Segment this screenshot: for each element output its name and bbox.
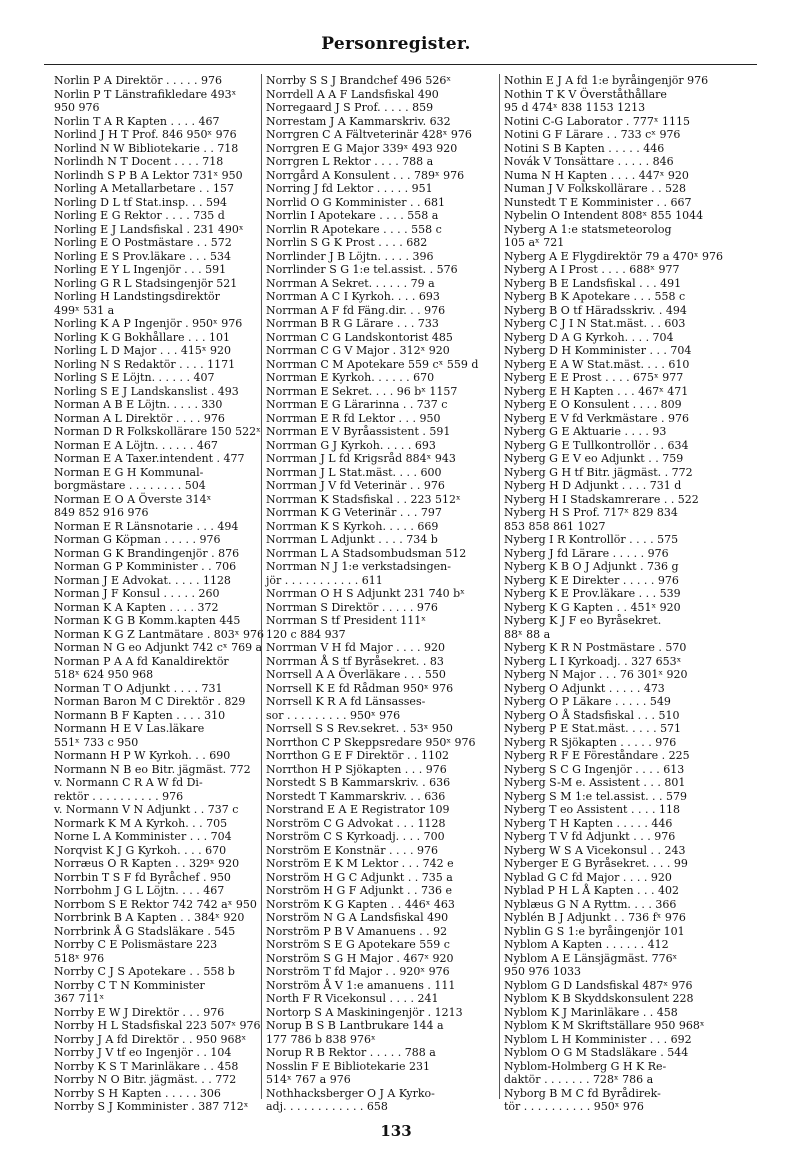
register-entry: Norqvist K J G Kyrkoh. . . . 670 <box>54 843 227 857</box>
register-entry: Nybelin O Intendent 808ˣ 855 1044 <box>504 209 704 222</box>
register-entry: Norrby S S J Brandchef 496 526ˣ <box>266 74 451 87</box>
register-entry: Norrman J L fd Krigsråd 884ˣ 943 <box>266 452 456 465</box>
register-entry: Nyberg B K Apotekare . . . 558 c <box>504 290 686 303</box>
register-entry: Norling E Y L Ingenjör . . . 591 <box>54 263 227 276</box>
register-entry: Norlin P T Länstrafikledare 493ˣ <box>54 87 237 101</box>
register-entry: Nyblom A E Länsjägmäst. 776ˣ <box>504 951 678 965</box>
register-entry: Nyberg T eo Assistent . . . . 118 <box>504 803 680 816</box>
register-entry: Norrestam J A Kammarskriv. 632 <box>266 114 451 128</box>
register-entry: Nyberg I R Kontrollör . . . . 575 <box>504 533 679 546</box>
register-entry: Norlind N W Bibliotekarie . . 718 <box>54 141 239 155</box>
register-entry: Norling S E J Landskanslist . 493 <box>54 384 239 398</box>
register-entry: Norrman K S Kyrkoh. . . . . 669 <box>266 519 439 533</box>
register-entry: Norrman L A Stadsombudsman 512 <box>266 546 467 560</box>
register-entry: Notini G F Lärare . . 733 cˣ 976 <box>504 128 681 141</box>
register-entry: Norrby S H Kapten . . . . . 306 <box>54 1086 221 1100</box>
register-entry: Nyberger E G Byråsekret. . . . 99 <box>504 857 688 870</box>
register-entry: Nyblad P H L Å Kapten . . . 402 <box>504 884 680 897</box>
register-entry: Norlindh S P B A Lektor 731ˣ 950 <box>54 168 243 182</box>
register-entry: Norrbohm J G L Löjtn. . . . 467 <box>54 884 225 897</box>
register-entry: Norrman V H fd Major . . . . 920 <box>266 641 446 654</box>
register-entry: Norman D R Folkskollärare 150 522ˣ <box>54 425 261 438</box>
register-entry: Nyborg B M C fd Byrådirek- <box>504 1086 661 1100</box>
register-entry: Nyberg E H Kapten . . . 467ˣ 471 <box>504 384 689 398</box>
register-entry: Norrbin T S F fd Byråchef . 950 <box>54 870 231 884</box>
register-entry: 95 d 474ˣ 838 1153 1213 <box>504 101 646 114</box>
register-entry: Nyberg K G Kapten . . 451ˣ 920 <box>504 600 681 614</box>
register-entry: Norström Å V 1:e amanuens . 111 <box>266 978 456 992</box>
register-entry: Norman G P Komminister . . 706 <box>54 560 237 573</box>
register-entry: Nyblæus G N A Ryttm. . . . 366 <box>504 897 677 911</box>
register-entry: Nyberg N Major . . . 76 301ˣ 920 <box>504 668 688 681</box>
register-entry: Norling S E Löjtn. . . . . . 407 <box>54 371 215 384</box>
register-entry: Norrlin S G K Prost . . . . 682 <box>266 236 428 249</box>
register-entry: Norrlid O G Komminister . . 681 <box>266 195 445 209</box>
register-entry: Nyblom O G M Stadsläkare . 544 <box>504 1046 689 1059</box>
register-entry: Norman T O Adjunkt . . . . 731 <box>54 681 223 695</box>
register-entry: Numa N H Kapten . . . . 447ˣ 920 <box>504 168 689 182</box>
register-entry: Norrby J V tf eo Ingenjör . . 104 <box>54 1046 232 1059</box>
register-entry: Norrlin I Apotekare . . . . 558 a <box>266 209 439 222</box>
register-entry: 514ˣ 767 a 976 <box>266 1073 351 1086</box>
register-entry: Norrman K Stadsfiskal . . 223 512ˣ <box>266 492 461 506</box>
register-entry: Norström E K M Lektor . . . 742 e <box>266 857 454 870</box>
register-entry: Norrby C J S Apotekare . . 558 b <box>54 965 235 978</box>
register-entry: Nyblom-Holmberg G H K Re- <box>504 1059 667 1073</box>
register-entry: Nyberg S C G Ingenjör . . . . 613 <box>504 762 685 776</box>
register-entry: Norström S G H Major . 467ˣ 920 <box>266 951 454 965</box>
register-entry: Norling L D Major . . . 415ˣ 920 <box>54 344 232 357</box>
register-entry: Norrman J V fd Veterinär . . 976 <box>266 479 445 492</box>
register-entry: Nyberg K J F eo Byråsekret. <box>504 614 662 627</box>
register-entry: Novák V Tonsättare . . . . . 846 <box>504 155 674 168</box>
register-entry: Norrby S J Komminister . 387 712ˣ <box>54 1100 249 1113</box>
register-entry: Norström C G Advokat . . . 1128 <box>266 816 446 830</box>
register-entry: 551ˣ 733 c 950 <box>54 735 139 749</box>
register-entry: borgmästare . . . . . . . . 504 <box>54 479 206 492</box>
register-entry: Nyberg K R N Postmästare . 570 <box>504 641 687 654</box>
register-entry: Nyberg G E V eo Adjunkt . . 759 <box>504 452 684 465</box>
register-entry: Norrbrink Å G Stadsläkare . 545 <box>54 924 236 938</box>
register-entry: Nyberg W S A Vicekonsul . . 243 <box>504 843 686 857</box>
register-entry: Norling N S Redaktör . . . . 1171 <box>54 357 236 371</box>
register-entry: Norström E Konstnär . . . . 976 <box>266 843 438 857</box>
register-entry: Norström S E G Apotekare 559 c <box>266 938 450 951</box>
register-entry: Nyberg K E Prov.läkare . . . 539 <box>504 587 681 600</box>
register-entry: Norrgren C A Fältveterinär 428ˣ 976 <box>266 128 472 141</box>
register-entry: adj. . . . . . . . . . . . 658 <box>266 1100 388 1113</box>
register-entry: Norrby K S T Marinläkare . . 458 <box>54 1059 239 1073</box>
register-entry: Norup B S B Lantbrukare 144 a <box>266 1019 444 1032</box>
register-entry: Norrman C M Apotekare 559 cˣ 559 d <box>266 357 479 371</box>
register-entry: Norrlinder J B Löjtn. . . . . 396 <box>266 249 434 263</box>
register-entry: Nyblom K M Skriftställare 950 968ˣ <box>504 1019 705 1032</box>
register-entry: Norrman G J Kyrkoh. . . . . 693 <box>266 438 436 452</box>
register-entry: Norling A Metallarbetare . . 157 <box>54 182 234 195</box>
register-entry: Norring J fd Lektor . . . . . 951 <box>266 182 433 195</box>
register-entry: Norström T fd Major . . 920ˣ 976 <box>266 965 450 978</box>
register-entry: Nyberg B E Landsfiskal . . . 491 <box>504 276 682 290</box>
register-entry: Norstedt T Kammarskriv. . . 636 <box>266 789 446 803</box>
register-entry: Norlin P A Direktör . . . . . 976 <box>54 74 222 87</box>
register-entry: Normann H P W Kyrkoh. . . 690 <box>54 749 231 762</box>
register-entry: Nyberg G E Aktuarie . . . . 93 <box>504 425 667 438</box>
register-entry: Norman K G B Komm.kapten 445 <box>54 614 241 627</box>
register-entry: Norrthon C P Skeppsredare 950ˣ 976 <box>266 735 476 749</box>
register-entry: Numan J V Folkskollärare . . 528 <box>504 182 687 195</box>
register-entry: 499ˣ 531 a <box>54 303 115 317</box>
register-entry: Nyblom L H Komminister . . . 692 <box>504 1032 692 1046</box>
register-entry: Norrby N O Bitr. jägmäst. . . 772 <box>54 1073 237 1086</box>
register-entry: Nyberg H I Stadskamrerare . . 522 <box>504 492 699 506</box>
register-entry: Norman G K Brandingenjör . 876 <box>54 546 240 560</box>
register-entry: Norman K G Z Lantmätare . 803ˣ 976 <box>54 627 264 641</box>
register-entry: Norman E O A Överste 314ˣ <box>54 492 212 506</box>
register-entry: 518ˣ 976 <box>54 951 105 965</box>
register-entry: Norrman A C I Kyrkoh. . . . 693 <box>266 290 440 303</box>
register-entry: Nyberg D H Komminister . . . 704 <box>504 344 692 357</box>
register-entry: Norman P A A fd Kanaldirektör <box>54 654 229 668</box>
register-entry: Norlin T A R Kapten . . . . 467 <box>54 114 220 128</box>
register-entry: Norström K G Kapten . . 446ˣ 463 <box>266 897 455 911</box>
register-entry: Nyberg K E Direkter . . . . . 976 <box>504 573 679 587</box>
register-entry: Norne L A Komminister . . . 704 <box>54 830 232 843</box>
register-entry: Norrman E R fd Lektor . . . 950 <box>266 411 441 425</box>
register-entry: Norman J E Advokat. . . . . 1128 <box>54 573 231 587</box>
register-entry: Norrthon H P Sjökapten . . . 976 <box>266 762 447 776</box>
register-entry: Norrby C T N Komminister <box>54 978 205 992</box>
column-3 <box>504 74 757 1113</box>
register-entry: Nyblom A Kapten . . . . . . 412 <box>504 938 669 951</box>
register-entry: Norman E A Taxer.intendent . 477 <box>54 452 245 465</box>
register-entry: Normann B F Kapten . . . . 310 <box>54 708 226 722</box>
register-entry: rektör . . . . . . . . . . 976 <box>54 789 184 803</box>
register-entry: Nyberg L I Kyrkoadj. . 327 653ˣ <box>504 654 682 668</box>
register-entry: Nyberg O Å Stadsfiskal . . . 510 <box>504 708 680 722</box>
register-entry: Norrman J L Stat.mäst. . . . 600 <box>266 465 442 479</box>
register-entry: Nyberg D A G Kyrkoh. . . . 704 <box>504 330 674 344</box>
register-entry: Norling E G Rektor . . . . 735 d <box>54 209 225 222</box>
register-entry: Norrsell A A Överläkare . . . 550 <box>266 668 446 681</box>
register-entry: Nyberg E A W Stat.mäst. . . . 610 <box>504 357 690 371</box>
register-entry: 367 711ˣ <box>54 992 105 1005</box>
register-entry: Nyblad G C fd Major . . . . 920 <box>504 870 672 884</box>
column-2 <box>266 74 496 1113</box>
register-entry: Norling E J Landsfiskal . 231 490ˣ <box>54 222 244 236</box>
register-entry: Nyblom G D Landsfiskal 487ˣ 976 <box>504 978 693 992</box>
register-entry: Nyberg E E Prost . . . . 675ˣ 977 <box>504 371 684 384</box>
register-entry: Nyberg T H Kapten . . . . . 446 <box>504 816 673 830</box>
register-entry: Norrman O H S Adjunkt 231 740 bˣ <box>266 587 465 600</box>
register-entry: Norrgren E G Major 339ˣ 493 920 <box>266 141 458 155</box>
register-entry: Nyberg A 1:e statsmeteorolog <box>504 222 672 236</box>
register-entry: Norman A L Direktör . . . . 976 <box>54 411 225 425</box>
register-entry: Norström P B V Amanuens . . 92 <box>266 924 448 938</box>
register-entry: Norström H G F Adjunkt . . 736 e <box>266 884 453 897</box>
register-entry: Nyberg B O tf Häradsskriv. . 494 <box>504 303 687 317</box>
register-entry: Norrman E G Lärarinna . . 737 c <box>266 398 448 411</box>
register-entry: Norrman E Sekret. . . . 96 bˣ 1157 <box>266 384 458 398</box>
register-entry: jör . . . . . . . . . . . 611 <box>266 573 383 587</box>
register-entry: Nyberg O P Läkare . . . . . 549 <box>504 695 671 708</box>
register-entry: Nothin T K V Överståthållare <box>504 87 667 101</box>
register-entry: Norrby C E Polismästare 223 <box>54 938 218 951</box>
register-entry: Nosslin F E Bibliotekarie 231 <box>266 1059 431 1073</box>
header-rule <box>44 64 757 65</box>
register-entry: Nothhacksberger O J A Kyrko- <box>266 1086 435 1100</box>
register-entry: Normark K M A Kyrkoh. . . 705 <box>54 816 228 830</box>
register-entry: tör . . . . . . . . . . 950ˣ 976 <box>504 1100 644 1113</box>
register-entry: Nyberg C J I N Stat.mäst. . . 603 <box>504 317 686 330</box>
register-entry: Norregaard J S Prof. . . . . 859 <box>266 101 434 114</box>
register-entry: North F R Vicekonsul . . . . 241 <box>266 992 439 1005</box>
register-entry: Nyblom K B Skyddskonsulent 228 <box>504 992 694 1005</box>
register-entry: Norrman C G V Major . 312ˣ 920 <box>266 344 450 357</box>
register-entry: Norrman C G Landskontorist 485 <box>266 330 453 344</box>
register-entry: v. Normann C R A W fd Di- <box>54 776 203 789</box>
register-entry: Nyberg H S Prof. 717ˣ 829 834 <box>504 506 678 519</box>
register-entry: 88ˣ 88 a <box>504 627 551 641</box>
register-entry: Norrman B R G Lärare . . . 733 <box>266 317 439 330</box>
register-entry: Norrlin R Apotekare . . . . 558 c <box>266 222 442 236</box>
register-entry: Norrby H L Stadsfiskal 223 507ˣ 976 <box>54 1019 261 1032</box>
column-divider <box>499 74 500 1099</box>
register-entry: Norman E G H Kommunal- <box>54 465 204 479</box>
register-entry: Norstrand E A E Registrator 109 <box>266 803 450 816</box>
register-entry: Norlindh N T Docent . . . . 718 <box>54 155 224 168</box>
register-entry: Nyberg P E Stat.mäst. . . . . 571 <box>504 722 682 735</box>
register-entry: Norström H G C Adjunkt . . 735 a <box>266 870 453 884</box>
register-entry: Nyberg H D Adjunkt . . . . 731 d <box>504 479 682 492</box>
register-entry: Nunstedt T E Komminister . . 667 <box>504 195 692 209</box>
register-entry: Nyberg A E Flygdirektör 79 a 470ˣ 976 <box>504 249 724 263</box>
register-entry: Norling D L tf Stat.insp. . . 594 <box>54 195 227 209</box>
register-entry: Nyberg O Adjunkt . . . . . 473 <box>504 681 665 695</box>
register-entry: Norrlinder S G 1:e tel.assist. . 576 <box>266 263 458 276</box>
column-1 <box>54 74 264 1113</box>
register-entry: Nyberg S M 1:e tel.assist. . . 579 <box>504 789 688 803</box>
register-entry: Norstedt S B Kammarskriv. . 636 <box>266 776 451 789</box>
register-entry: Norling E S Prov.läkare . . . 534 <box>54 249 231 263</box>
register-entry: Nothin E J A fd 1:e byråingenjör 976 <box>504 74 709 87</box>
register-entry: Norman K A Kapten . . . . 372 <box>54 600 219 614</box>
register-entry: Norrsell S S Rev.sekret. . 53ˣ 950 <box>266 722 453 735</box>
register-entry: Norling H Landstingsdirektör <box>54 290 220 303</box>
register-entry: Nyberg T V fd Adjunkt . . . 976 <box>504 830 676 843</box>
register-entry: v. Normann V N Adjunkt . . 737 c <box>54 803 239 816</box>
register-entry: Norrman S Direktör . . . . . 976 <box>266 600 438 614</box>
register-entry: Norman N G eo Adjunkt 742 cˣ 769 a <box>54 641 263 654</box>
register-entry: sor . . . . . . . . . 950ˣ 976 <box>266 708 401 722</box>
register-entry: Norling G R L Stadsingenjör 521 <box>54 276 238 290</box>
register-entry: Norman A B E Löjtn. . . . . 330 <box>54 398 223 411</box>
column-divider <box>261 74 262 1099</box>
register-entry: Notini S B Kapten . . . . . 446 <box>504 141 665 155</box>
register-entry: Norman J F Konsul . . . . . 260 <box>54 587 220 600</box>
register-entry: Norrman A F fd Fäng.dir. . . 976 <box>266 303 446 317</box>
register-entry: 177 786 b 838 976ˣ <box>266 1032 376 1046</box>
register-entry: Normann H E V Las.läkare <box>54 722 205 735</box>
register-entry: Normann N B eo Bitr. jägmäst. 772 <box>54 762 251 776</box>
register-entry: Norling E O Postmästare . . 572 <box>54 236 232 249</box>
register-entry: Norrbom S E Rektor 742 742 aˣ 950 <box>54 897 257 911</box>
register-entry: Norrby J A fd Direktör . . 950 968ˣ <box>54 1032 247 1046</box>
register-entry: Norrthon G E F Direktör . . 1102 <box>266 749 449 762</box>
register-entry: Nyberg J fd Lärare . . . . . 976 <box>504 546 669 560</box>
register-entry: 849 852 916 976 <box>54 506 149 519</box>
register-entry: Norrbrink B A Kapten . . 384ˣ 920 <box>54 911 245 924</box>
register-entry: Norrman E V Byråassistent . 591 <box>266 425 451 438</box>
register-entry: Nyberg A I Prost . . . . 688ˣ 977 <box>504 263 680 276</box>
register-entry: Nyblom K J Marinläkare . . 458 <box>504 1005 678 1019</box>
register-entry: Nyberg K B O J Adjunkt . 736 g <box>504 560 679 573</box>
register-entry: Norup R B Rektor . . . . . 788 a <box>266 1046 436 1059</box>
register-entry: Nyblin G S 1:e byråingenjör 101 <box>504 924 685 938</box>
register-entry: Nyberg R Sjökapten . . . . . 976 <box>504 735 677 749</box>
register-entry: Norman Baron M C Direktör . 829 <box>54 695 246 708</box>
register-entry: Norrsell K E fd Rådman 950ˣ 976 <box>266 681 454 695</box>
register-entry: 518ˣ 624 950 968 <box>54 668 154 681</box>
register-entry: Norrsell K R A fd Länsasses- <box>266 695 426 708</box>
register-entry: 950 976 1033 <box>504 965 581 978</box>
register-entry: Norrman A Sekret. . . . . . 79 a <box>266 276 435 290</box>
register-entry: Norrman L Adjunkt . . . . 734 b <box>266 533 438 546</box>
register-entry: Norrman N J 1:e verkstadsingen- <box>266 560 451 573</box>
page-number: 133 <box>380 1122 412 1140</box>
register-entry: 950 976 <box>54 101 100 114</box>
register-entry: Norrman K G Veterinär . . . 797 <box>266 506 442 519</box>
register-entry: Norrman S tf President 111ˣ <box>266 614 426 627</box>
register-entry: Norström C S Kyrkoadj. . . . 700 <box>266 830 445 843</box>
register-entry: Norræus O R Kapten . . 329ˣ 920 <box>54 857 240 870</box>
register-entry: 853 858 861 1027 <box>504 519 606 533</box>
register-entry: Nyblén B J Adjunkt . . 736 fˣ 976 <box>504 911 686 924</box>
register-entry: Norman E R Länsnotarie . . . 494 <box>54 519 239 533</box>
register-entry: Nyberg G E Tullkontrollör . . 634 <box>504 438 689 452</box>
register-entry: Norrgård A Konsulent . . . 789ˣ 976 <box>266 168 465 182</box>
register-entry: Norström N G A Landsfiskal 490 <box>266 911 449 924</box>
register-entry: Norlind J H T Prof. 846 950ˣ 976 <box>54 128 237 141</box>
register-entry: Norrman E Kyrkoh. . . . . . 670 <box>266 371 435 384</box>
register-entry: daktör . . . . . . . 728ˣ 786 a <box>504 1073 654 1086</box>
register-entry: Norman E A Löjtn. . . . . . 467 <box>54 438 218 452</box>
register-entry: Norrby E W J Direktör . . . 976 <box>54 1005 225 1019</box>
register-entry: Norman G Köpman . . . . . 976 <box>54 533 221 546</box>
register-entry: Nyberg E O Konsulent . . . . 809 <box>504 398 682 411</box>
page-title: Personregister. <box>321 34 471 54</box>
register-entry: Norrgren L Rektor . . . . 788 a <box>266 155 434 168</box>
register-entry: Nyberg G H tf Bitr. jägmäst. . 772 <box>504 465 693 479</box>
register-entry: Nyberg S-M e. Assistent . . . 801 <box>504 776 686 789</box>
register-entry: 120 c 884 937 <box>266 627 346 641</box>
register-entry: Norling K A P Ingenjör . 950ˣ 976 <box>54 317 243 330</box>
register-entry: Norling K G Bokhållare . . . 101 <box>54 330 231 344</box>
register-columns <box>54 74 757 1113</box>
register-entry: Nyberg R F E Föreståndare . 225 <box>504 749 690 762</box>
register-entry: Nyberg E V fd Verkmästare . 976 <box>504 411 689 425</box>
register-entry: 105 aˣ 721 <box>504 236 565 249</box>
register-entry: Norrman Å S tf Byråsekret. . 83 <box>266 654 444 668</box>
register-entry: Nortorp S A Maskiningenjör . 1213 <box>266 1005 463 1019</box>
register-entry: Notini C-G Laborator . 777ˣ 1115 <box>504 114 690 128</box>
register-entry: Norrdell A A F Landsfiskal 490 <box>266 87 439 101</box>
